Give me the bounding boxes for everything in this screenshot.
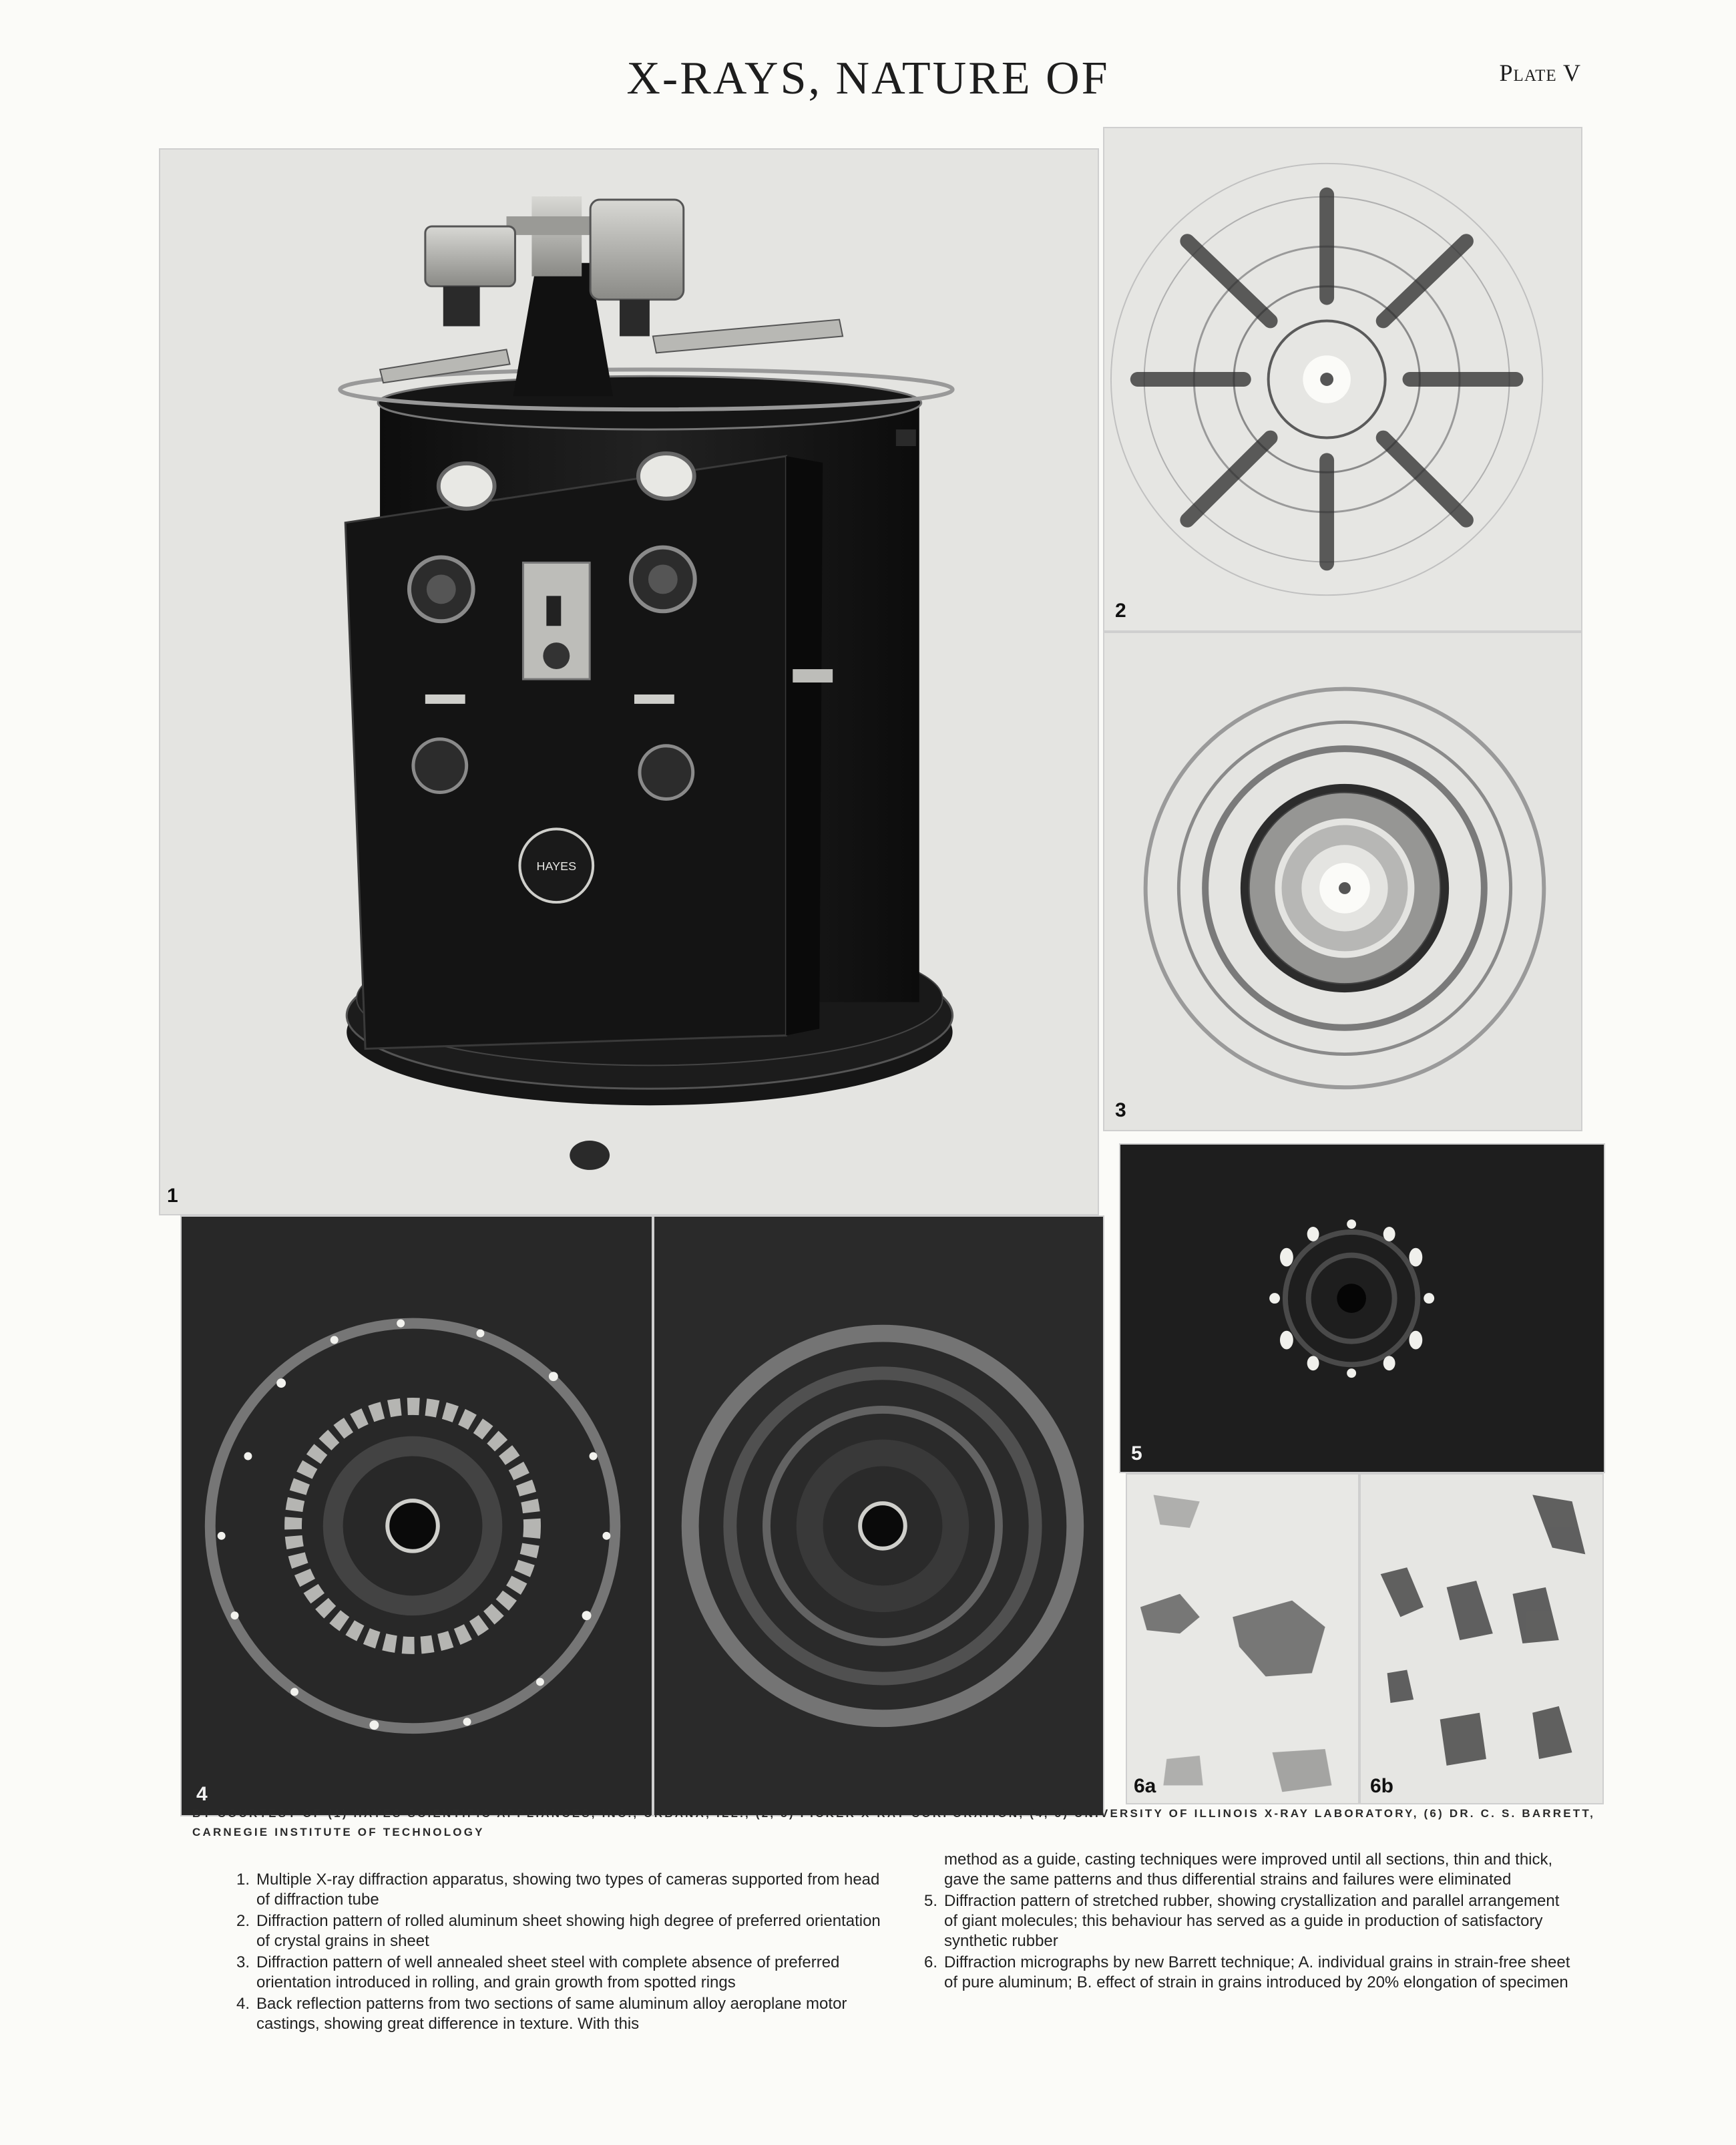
caption-item [908,1953,1576,1993]
caption-text: method as a guide, casting techniques were improved until all sections, thin and thick, gave the same patterns and thus differential strains and failures were eliminated [944,1850,1553,1889]
caption-item [220,1994,888,2034]
plate-number: Plate V [1499,59,1581,86]
apparatus-photo [160,150,1098,1214]
figure-1-label: 1 [167,1185,178,1207]
figure-2-label: 2 [1115,600,1126,622]
figure-1-apparatus [159,148,1099,1215]
smooth-back-reflection-image [654,1217,1103,1815]
caption-text: Diffraction micrographs by new Barrett technique; A. individual grains in strain-free sheet of pure aluminum; B. effect of strain in grains introduced by 20% elongation of specimen [944,1953,1570,1991]
figure-6b-micrograph [1359,1473,1604,1804]
photo-credit: BY COURTESY OF (1) HAYES SCIENTIFIC APPLIANCES, INC., URBANA, ILL., (2, 3) PICKER X-RAY CORPORATION, (4, 5) UNIVERSITY OF ILLINOIS X-RAY LABORATORY, (6) DR. C. S. BARRETT, CARNEGIE INSTITUTE OF TECHNOLOGY [192,1807,1595,1838]
figure-5-pattern [1119,1143,1605,1473]
caption-text: Diffraction pattern of well annealed sheet steel with complete absence of preferred orientation introduced in rolling, and grain growth from spotted rings [256,1953,840,1991]
caption-item [220,1870,888,1910]
caption-item [220,1953,888,1993]
captions-right-column [908,1850,1576,1994]
figure-4-label: 4 [196,1783,208,1805]
caption-item [220,1911,888,1951]
caption-number: 3. [236,1953,250,1971]
caption-text: Back reflection patterns from two sections of same aluminum alloy aeroplane motor castings, showing great difference in texture. With this [256,1995,847,2033]
strained-grain-micrograph-image [1361,1475,1602,1803]
figure-6b-label: 6b [1370,1775,1394,1797]
caption-number: 1. [236,1871,250,1889]
page-title: X-RAYS, NATURE OF [626,53,1110,104]
caption-number: 5. [923,1892,937,1910]
captions-left-column [220,1870,888,2035]
figure-3-pattern [1103,632,1582,1131]
figure-2-pattern [1103,127,1582,632]
ring-pattern-image [1104,633,1581,1130]
caption-item [908,1891,1576,1951]
grain-micrograph-image [1127,1475,1358,1803]
figure-4-pattern-a [180,1215,653,1816]
caption-number: 6. [923,1953,937,1971]
caption-text: Diffraction pattern of rolled aluminum sheet showing high degree of preferred orientation of crystal grains in sheet [256,1912,881,1950]
figure-5-label: 5 [1131,1442,1142,1465]
spotted-back-reflection-image [182,1217,652,1815]
caption-text: Multiple X-ray diffraction apparatus, showing two types of cameras supported from head of diffraction tube [256,1871,880,1909]
spot-pattern-image [1120,1145,1604,1472]
caption-item [908,1850,1576,1890]
caption-number: 4. [236,1995,250,2013]
figure-4-pattern-b [653,1215,1104,1816]
figure-6a-micrograph [1126,1473,1359,1804]
caption-number: 2. [236,1912,250,1930]
caption-number [908,1850,937,1890]
figure-3-label: 3 [1115,1099,1126,1121]
caption-text: Diffraction pattern of stretched rubber, showing crystallization and parallel arrangement of giant molecules; this behaviour has served as a guide in production of satisfactory synthetic rubber [944,1892,1560,1950]
fibre-pattern-image [1104,128,1581,630]
apparatus-emblem-text: HAYES [536,859,577,873]
figure-6a-label: 6a [1134,1775,1156,1797]
